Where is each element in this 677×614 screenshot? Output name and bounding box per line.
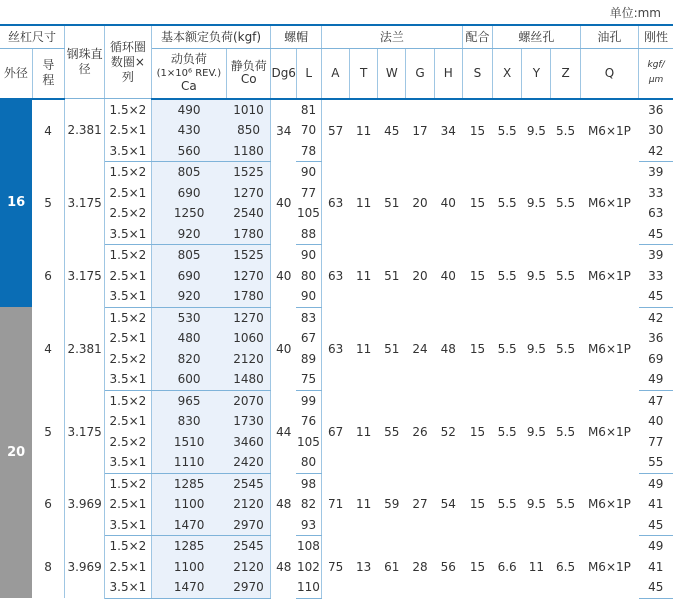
q-cell: M6×1P	[587, 268, 631, 283]
dynamic-load-cell: 490	[151, 99, 227, 121]
circuits-cell: 1.5×2	[105, 99, 151, 121]
h-cell: 52	[440, 424, 456, 439]
header-t: T	[350, 49, 378, 99]
rigidity-cell: 33	[648, 185, 664, 200]
dynamic-load-cell: 1100	[151, 557, 227, 578]
circuits-cell: 2.5×1	[105, 494, 151, 515]
header-outer-dia: 外径	[0, 49, 32, 99]
static-load-cell: 1270	[227, 266, 271, 287]
g-cell: 28	[412, 559, 428, 574]
w-cell: 59	[384, 497, 400, 512]
q-cell: M6×1P	[587, 123, 631, 138]
rigidity-cell: 49	[648, 539, 664, 554]
y-cell: 9.5	[526, 123, 546, 138]
static-load-cell: 2070	[227, 390, 271, 411]
length-cell: 67	[296, 328, 321, 349]
dynamic-load-cell: 480	[151, 328, 227, 349]
header-a: A	[321, 49, 349, 99]
rigidity-cell: 47	[648, 393, 664, 408]
w-cell: 51	[384, 268, 400, 283]
y-cell: 11	[528, 559, 544, 574]
rigidity-cell: 45	[639, 224, 673, 245]
ball-dia-cell: 3.175	[64, 245, 104, 308]
outer-diameter-cell: 20	[0, 307, 32, 598]
circuits-cell: 1.5×2	[105, 473, 151, 494]
table-body	[0, 99, 673, 599]
g-cell: 27	[412, 497, 428, 512]
dynamic-load-cell: 820	[151, 349, 227, 370]
t-cell: 13	[355, 559, 372, 574]
table-row	[0, 162, 673, 183]
s-cell: 15	[469, 424, 486, 439]
h-cell: 34	[440, 123, 456, 138]
length-cell: 75	[296, 369, 321, 390]
header-lead: 导程	[32, 49, 64, 99]
dg6-cell: 44	[276, 424, 292, 439]
x-cell: 5.5	[497, 341, 517, 356]
length-cell: 98	[296, 473, 321, 494]
w-cell: 45	[384, 123, 400, 138]
header-z: Z	[551, 49, 580, 99]
length-cell: 83	[296, 307, 321, 328]
circuits-cell: 3.5×1	[105, 224, 151, 245]
circuits-cell: 1.5×2	[105, 390, 151, 411]
dynamic-load-cell: 1110	[151, 452, 227, 473]
lead-cell: 5	[32, 390, 64, 473]
ball-dia-cell: 3.969	[64, 536, 104, 599]
length-cell: 93	[296, 515, 321, 536]
z-cell: 5.5	[556, 497, 576, 512]
circuits-cell: 3.5×1	[105, 369, 151, 390]
z-cell: 5.5	[556, 123, 576, 138]
length-cell: 108	[296, 536, 321, 557]
table-row	[0, 245, 673, 266]
a-cell: 63	[328, 268, 344, 283]
header-fit: 配合	[462, 25, 492, 49]
lead-cell: 4	[32, 99, 64, 162]
length-cell: 76	[296, 411, 321, 432]
z-cell: 5.5	[556, 341, 576, 356]
ball-screw-spec-table	[0, 24, 673, 599]
rigidity-cell: 40	[648, 414, 664, 429]
y-cell: 9.5	[526, 497, 546, 512]
circuits-cell: 2.5×1	[105, 183, 151, 204]
length-cell: 102	[296, 557, 321, 578]
static-load-cell: 2970	[227, 515, 271, 536]
circuits-cell: 3.5×1	[105, 515, 151, 536]
dynamic-load-cell: 1285	[151, 536, 227, 557]
z-cell: 5.5	[556, 424, 576, 439]
rigidity-cell: 41	[648, 497, 664, 512]
dynamic-load-cell: 1470	[151, 515, 227, 536]
rigidity-cell: 42	[648, 310, 664, 325]
a-cell: 67	[328, 424, 344, 439]
t-cell: 11	[355, 424, 372, 439]
z-cell: 5.5	[556, 268, 576, 283]
length-cell: 90	[296, 162, 321, 183]
header-bolt-hole: 螺丝孔	[493, 25, 581, 49]
x-cell: 5.5	[497, 268, 517, 283]
static-load-cell: 850	[227, 120, 271, 141]
static-load-cell: 1060	[227, 328, 271, 349]
ball-dia-cell: 3.175	[64, 390, 104, 473]
g-cell: 20	[412, 268, 428, 283]
h-cell: 56	[440, 559, 456, 574]
static-load-cell: 2970	[227, 577, 271, 598]
g-cell: 24	[412, 341, 428, 356]
rigidity-cell: 30	[648, 123, 664, 138]
circuits-cell: 2.5×2	[105, 203, 151, 224]
length-cell: 90	[296, 286, 321, 307]
ball-dia-cell: 2.381	[64, 99, 104, 162]
ball-dia-cell: 3.969	[64, 473, 104, 536]
header-w: W	[378, 49, 406, 99]
length-cell: 99	[296, 390, 321, 411]
dg6-cell: 40	[276, 268, 292, 283]
rigidity-cell: 45	[639, 515, 673, 536]
static-load-cell: 1780	[227, 224, 271, 245]
rigidity-cell: 49	[648, 476, 664, 491]
dynamic-load-cell: 920	[151, 224, 227, 245]
static-load-cell: 1010	[227, 99, 271, 121]
t-cell: 11	[355, 497, 372, 512]
dynamic-load-cell: 965	[151, 390, 227, 411]
circuits-cell: 3.5×1	[105, 577, 151, 598]
ball-dia-cell: 3.175	[64, 162, 104, 245]
length-cell: 81	[296, 99, 321, 121]
dg6-cell: 40	[276, 341, 292, 356]
dynamic-load-cell: 690	[151, 183, 227, 204]
s-cell: 15	[469, 196, 486, 210]
header-static-load: 静负荷 Co	[227, 49, 271, 99]
outer-diameter-cell: 16	[0, 99, 32, 308]
rigidity-cell: 69	[648, 351, 664, 366]
dynamic-load-cell: 560	[151, 141, 227, 162]
circuits-cell: 1.5×2	[105, 245, 151, 266]
header-dg6: Dg6	[271, 49, 296, 99]
lead-cell: 6	[32, 473, 64, 536]
t-cell: 11	[355, 341, 372, 356]
length-cell: 82	[296, 494, 321, 515]
t-cell: 11	[355, 196, 372, 210]
static-load-cell: 1270	[227, 183, 271, 204]
q-cell: M6×1P	[587, 341, 631, 356]
h-cell: 48	[440, 341, 456, 356]
static-load-cell: 2120	[227, 494, 271, 515]
static-load-cell: 1525	[227, 162, 271, 183]
a-cell: 57	[328, 123, 344, 138]
length-cell: 78	[296, 141, 321, 162]
static-load-cell: 2545	[227, 473, 271, 494]
x-cell: 5.5	[497, 424, 517, 439]
table-row	[0, 536, 673, 557]
length-cell: 77	[296, 183, 321, 204]
header-q: Q	[580, 49, 638, 99]
header-rigidity-unit: kgf/μm	[639, 49, 673, 99]
lead-cell: 4	[32, 307, 64, 390]
y-cell: 9.5	[526, 268, 546, 283]
length-cell: 80	[296, 266, 321, 287]
circuits-cell: 1.5×2	[105, 162, 151, 183]
table-row	[0, 307, 673, 328]
s-cell: 15	[469, 559, 486, 574]
circuits-cell: 2.5×1	[105, 120, 151, 141]
table-row	[0, 390, 673, 411]
length-cell: 110	[296, 577, 321, 598]
a-cell: 63	[328, 196, 344, 210]
circuits-cell: 3.5×1	[105, 452, 151, 473]
lead-cell: 8	[32, 536, 64, 599]
s-cell: 15	[469, 497, 486, 512]
static-load-cell: 1180	[227, 141, 271, 162]
static-load-cell: 2420	[227, 452, 271, 473]
rigidity-cell: 41	[648, 559, 664, 574]
rigidity-cell: 63	[648, 206, 664, 221]
dynamic-load-cell: 1250	[151, 203, 227, 224]
ball-dia-cell: 2.381	[64, 307, 104, 390]
static-load-cell: 1780	[227, 286, 271, 307]
static-load-cell: 3460	[227, 432, 271, 453]
unit-label: 单位:mm	[609, 6, 661, 20]
rigidity-cell: 77	[648, 434, 664, 449]
circuits-cell: 3.5×1	[105, 286, 151, 307]
rigidity-cell: 39	[648, 165, 664, 180]
dynamic-load-cell: 830	[151, 411, 227, 432]
dynamic-load-cell: 430	[151, 120, 227, 141]
lead-cell: 6	[32, 245, 64, 308]
length-cell: 70	[296, 120, 321, 141]
rigidity-cell: 33	[648, 268, 664, 283]
y-cell: 9.5	[526, 341, 546, 356]
rigidity-cell: 49	[639, 369, 673, 390]
dg6-cell: 40	[276, 196, 292, 210]
circuits-cell: 2.5×2	[105, 432, 151, 453]
rigidity-cell: 45	[639, 577, 673, 598]
table-row	[0, 473, 673, 494]
dg6-cell: 34	[276, 123, 292, 138]
g-cell: 17	[412, 123, 428, 138]
s-cell: 15	[469, 341, 486, 356]
static-load-cell: 2120	[227, 557, 271, 578]
dynamic-load-cell: 805	[151, 245, 227, 266]
circuits-cell: 1.5×2	[105, 536, 151, 557]
q-cell: M6×1P	[587, 559, 631, 574]
dynamic-load-cell: 1510	[151, 432, 227, 453]
rigidity-cell: 42	[639, 141, 673, 162]
dg6-cell: 48	[276, 497, 292, 512]
header-oil-hole: 油孔	[580, 25, 638, 49]
circuits-cell: 2.5×2	[105, 349, 151, 370]
x-cell: 5.5	[497, 196, 517, 210]
header-nut: 螺帽	[271, 25, 321, 49]
header-x: X	[493, 49, 522, 99]
y-cell: 9.5	[526, 424, 546, 439]
circuits-cell: 2.5×1	[105, 328, 151, 349]
x-cell: 6.6	[497, 559, 517, 574]
static-load-cell: 1270	[227, 307, 271, 328]
header-flange: 法兰	[321, 25, 462, 49]
length-cell: 88	[296, 224, 321, 245]
header-y: Y	[522, 49, 551, 99]
header-l: L	[296, 49, 321, 99]
rigidity-cell: 45	[639, 286, 673, 307]
header-ball-dia: 钢珠直径	[64, 25, 104, 99]
t-cell: 11	[355, 268, 372, 283]
q-cell: M6×1P	[587, 497, 631, 512]
header-h: H	[434, 49, 462, 99]
a-cell: 71	[328, 497, 344, 512]
length-cell: 105	[296, 432, 321, 453]
x-cell: 5.5	[497, 497, 517, 512]
h-cell: 40	[440, 268, 456, 283]
static-load-cell: 2120	[227, 349, 271, 370]
header-s: S	[462, 49, 492, 99]
w-cell: 51	[384, 341, 400, 356]
static-load-cell: 1480	[227, 369, 271, 390]
header-rigidity: 刚性	[639, 25, 673, 49]
g-cell: 20	[412, 196, 428, 210]
g-cell: 26	[412, 424, 428, 439]
dynamic-load-cell: 920	[151, 286, 227, 307]
table-row	[0, 99, 673, 121]
s-cell: 15	[469, 268, 486, 283]
circuits-cell: 1.5×2	[105, 307, 151, 328]
header-screw-size: 丝杠尺寸	[0, 25, 64, 49]
y-cell: 9.5	[526, 196, 546, 210]
z-cell: 6.5	[556, 559, 576, 574]
header-circuits: 循环圈数圈×列	[105, 25, 151, 99]
z-cell: 5.5	[556, 196, 576, 210]
lead-cell: 5	[32, 162, 64, 245]
circuits-cell: 2.5×1	[105, 411, 151, 432]
h-cell: 54	[440, 497, 456, 512]
dynamic-load-cell: 600	[151, 369, 227, 390]
a-cell: 75	[328, 559, 344, 574]
circuits-cell: 2.5×1	[105, 266, 151, 287]
x-cell: 5.5	[497, 123, 517, 138]
dg6-cell: 48	[276, 559, 292, 574]
length-cell: 105	[296, 203, 321, 224]
s-cell: 15	[469, 123, 486, 138]
h-cell: 40	[440, 196, 456, 210]
circuits-cell: 2.5×1	[105, 557, 151, 578]
circuits-cell: 3.5×1	[105, 141, 151, 162]
rigidity-cell: 55	[639, 452, 673, 473]
w-cell: 55	[384, 424, 400, 439]
length-cell: 80	[296, 452, 321, 473]
static-load-cell: 2545	[227, 536, 271, 557]
header-basic-load: 基本额定负荷(kgf)	[151, 25, 271, 49]
dynamic-load-cell: 690	[151, 266, 227, 287]
dynamic-load-cell: 805	[151, 162, 227, 183]
length-cell: 90	[296, 245, 321, 266]
dynamic-load-cell: 1470	[151, 577, 227, 598]
header-dynamic-load: 动负荷 (1×10⁶ REV.) Ca	[151, 49, 227, 99]
dynamic-load-cell: 530	[151, 307, 227, 328]
static-load-cell: 1730	[227, 411, 271, 432]
rigidity-cell: 36	[648, 102, 664, 117]
static-load-cell: 2540	[227, 203, 271, 224]
t-cell: 11	[355, 123, 372, 138]
rigidity-cell: 39	[648, 248, 664, 263]
dynamic-load-cell: 1285	[151, 473, 227, 494]
rigidity-cell: 36	[648, 331, 664, 346]
length-cell: 89	[296, 349, 321, 370]
w-cell: 51	[384, 196, 400, 210]
q-cell: M6×1P	[587, 196, 631, 210]
header-g: G	[406, 49, 434, 99]
static-load-cell: 1525	[227, 245, 271, 266]
dynamic-load-cell: 1100	[151, 494, 227, 515]
w-cell: 61	[384, 559, 400, 574]
q-cell: M6×1P	[587, 424, 631, 439]
a-cell: 63	[328, 341, 344, 356]
